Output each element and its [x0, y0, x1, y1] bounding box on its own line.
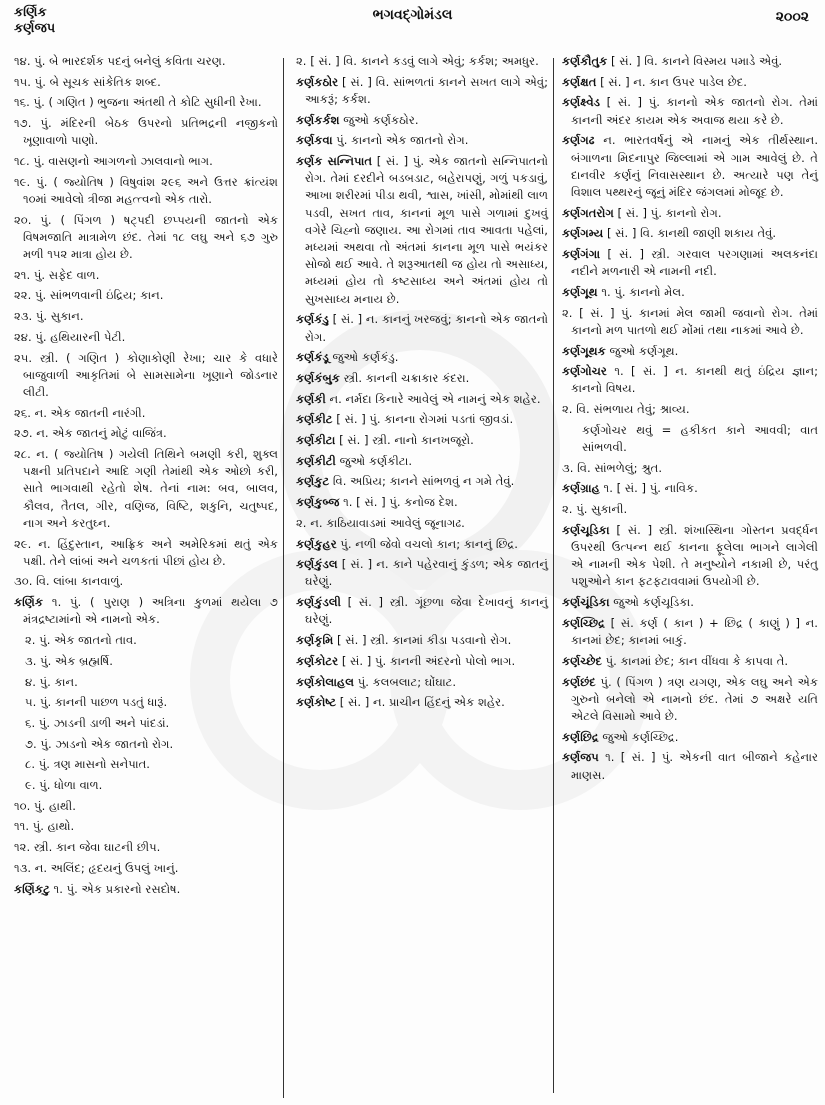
dictionary-entry	[562, 653, 818, 670]
sense-entry	[14, 308, 278, 325]
definition-text: ન. નર્મદા કિનારે આવેલું એ નામનું એક શહેર.	[329, 391, 541, 406]
definition-text: [ સં. કર્ણ ( કાન ) + છિદ્ર ( કાણું ) ] ન. કાનમાં છેદ; કાનમાં બાકું.	[571, 615, 818, 648]
definition-text: પું. ત્રણ માસનો સનેપાત.	[38, 757, 150, 772]
dictionary-entry	[296, 432, 548, 449]
sense-number: ૩.	[25, 653, 37, 668]
headword: કર્ણકઠોર	[296, 74, 339, 89]
definition-text: ૧. પું. ( પુરાણ ) અત્રિના કુળમાં થયેલા ૭ મંત્રદ્રષ્ટામાંનો એ નામનો એક.	[23, 595, 278, 627]
definition-text: [ સં. ] ન. કાને પહેરવાનું કુંડળ; એક જાતનું ઘરેણું.	[305, 557, 549, 589]
sense-entry	[14, 446, 278, 532]
dictionary-entry	[562, 246, 818, 280]
definition-text: જુઓ કર્ણકીટા.	[339, 453, 413, 468]
dictionary-entry	[562, 749, 818, 783]
definition-text: પું. એક જાતનો તાવ.	[39, 633, 137, 648]
definition-text: પું. સાંભળવાની ઇંદ્રિય; કાન.	[34, 288, 164, 303]
sense-entry	[562, 460, 818, 477]
dictionary-entry	[562, 480, 818, 497]
definition-text: [ સં. ] પું. કાનમાં મેલ જામી જવાનો રોગ. તેમાં કાનનો મળ પાતળો થઈ મોંમાં તથા નાકમાં આવે છે.	[571, 305, 818, 337]
dictionary-entry	[296, 311, 548, 345]
dictionary-entry	[296, 132, 548, 149]
definition-text: પું. હાથી.	[34, 798, 76, 813]
definition-text: પું. ( ગણિત ) ભુજના અંતથી તે કોટિ સુધીની રેખા.	[33, 95, 262, 110]
definition-text: પું. હથિયારની પેટી.	[35, 329, 126, 344]
definition-text: ન. કાઠિયાવાડમાં આવેલું જૂનાગઢ.	[310, 515, 465, 530]
definition-text: પું. કાનની પાછળ પડતું ધારૂં.	[40, 695, 168, 710]
headword: કર્ણકીટા	[296, 433, 336, 448]
definition-text: પું. ધોળા વાળ.	[39, 778, 103, 793]
definition-text: [ સં. ] સ્ત્રી. ગરવાલ પરગણામાં અલકનંદા નદીને મળનારી એ નામની નદી.	[571, 247, 819, 279]
definition-text: ૧. [ સં. ] ન. કાનથી થતું ઇંદ્રિય જ્ઞાન; કાનનો વિષય.	[571, 364, 818, 396]
column-3	[562, 53, 818, 787]
headword: કર્ણિક	[14, 595, 44, 610]
sense-number: ૧૯.	[14, 174, 31, 189]
dictionary-entry	[562, 74, 818, 91]
headword: કર્ણગંગા	[562, 247, 601, 262]
dictionary-entry	[296, 453, 548, 470]
dictionary-entry	[296, 494, 548, 511]
dictionary-entry	[562, 343, 818, 360]
dictionary-entry	[562, 522, 818, 591]
dictionary-entry	[296, 632, 548, 649]
definition-text: પું. એક બ્રહ્મર્ષિ.	[40, 653, 113, 668]
definition-text: પું. સુકાન.	[35, 309, 84, 324]
headword: કર્ણગોચર	[562, 364, 607, 379]
sense-number: ૨૪.	[14, 329, 32, 344]
definition-text: [ સં. ] વિ. કાનને વિસ્મય પમાડે એવું.	[611, 54, 783, 68]
sense-entry	[14, 860, 278, 877]
headword: કર્ણચૂંડિકા	[562, 595, 610, 610]
guide-word-first: કર્ણિક	[14, 5, 47, 20]
sense-number: ૨૭.	[14, 426, 33, 441]
sense-entry	[14, 287, 278, 304]
definition-text: પું. કાનનો એક જાતનો રોગ.	[336, 133, 469, 148]
sense-entry	[14, 74, 278, 91]
headword: કર્ણચ્છિદ્ર	[562, 615, 605, 630]
sense-entry	[562, 305, 818, 339]
sense-number: ૨.	[296, 54, 307, 68]
sense-entry	[14, 405, 278, 422]
page-title: ભગવદ્ગોમંડલ	[372, 7, 453, 23]
dictionary-entry	[296, 391, 548, 408]
definition-text: ન. એક જાતની નારંગી.	[34, 405, 146, 420]
definition-text: [ સં. ] પું. કાનનો એક જાતનો રોગ. તેમાં કાનની અંદર કાયમ એક અવાજ થયા કરે છે.	[571, 95, 818, 127]
sense-number: ૧૨.	[14, 840, 31, 855]
definition-text: સ્ત્રી. કાન જેવા ઘાટની છીપ.	[33, 840, 161, 855]
dictionary-entry	[296, 556, 548, 590]
definition-text: જુઓ કર્ણકઠોર.	[343, 112, 419, 127]
definition-text: વિ. અપ્રિય; કાનને સાંભળવું ન ગમે તેવું.	[332, 474, 515, 489]
sense-number: ૫.	[25, 695, 37, 710]
headword: કર્ણક સન્નિપાત	[296, 154, 373, 169]
definition-text: પું. સફેદ વાળ.	[33, 267, 100, 282]
definition-text: પું. કાન.	[39, 674, 78, 689]
column-divider	[283, 58, 284, 1098]
definition-text: પું. સુકાની.	[576, 502, 628, 517]
headword: કર્ણકંબુક	[296, 370, 340, 385]
sense-entry	[296, 515, 548, 532]
definition-text: જુઓ કર્ણગૂથ.	[609, 343, 679, 358]
dictionary-entry	[562, 674, 818, 726]
sense-entry	[14, 267, 278, 284]
definition-text: ૧. પું. એક પ્રકારનો રસદોષ.	[53, 881, 181, 896]
sense-entry	[14, 653, 278, 670]
definition-text: [ સં. ] સ્ત્રી. શંખાસ્થિના ગોસ્તન પ્રવર્દ્ધન ઉપરથી ઉત્પન્ન થઈ કાનના ફૂલેલા ભાગને લાગેલી એ નામની એક પેશી. તે મનુષ્યોને નકામી છે, પરંતુ પશુઓને કાન ફટફટાવવામાં ઉપયોગી છે.	[571, 522, 818, 589]
dictionary-entry	[296, 674, 548, 691]
definition-text: પું. નળી જેવો વચલો કાન; કાનનું છિદ્ર.	[340, 536, 518, 551]
sense-number: ૨૯.	[14, 536, 32, 551]
dictionary-entry	[562, 205, 818, 222]
headword: કર્ણકૃમિ	[296, 633, 334, 648]
definition-text: સ્ત્રી. કાનની ચક્રાકાર કંદરા.	[343, 370, 470, 385]
sense-number: ૨.	[562, 502, 573, 517]
definition-text: પું. બે સૂચક સાંકેતિક શબ્દ.	[34, 74, 161, 89]
headword: કર્ણકંડૂ	[296, 350, 329, 365]
sense-number: ૨૫.	[14, 350, 33, 365]
sense-entry	[14, 839, 278, 856]
headword: કર્ણકુબ્જ	[296, 495, 340, 510]
sense-entry	[14, 756, 278, 773]
sense-entry	[14, 798, 278, 815]
headword: કર્ણકોલાહલ	[296, 674, 354, 689]
sense-number: ૭.	[25, 736, 37, 751]
definition-text: [ સં. ] ન. કાનનું ખરજવું; કાનનો એક જાતનો રોગ.	[305, 312, 548, 344]
sense-number: ૨૮.	[14, 447, 31, 462]
headword: કર્ણગઢ	[562, 133, 595, 148]
headword: કર્ણકોષ્ટ	[296, 695, 337, 710]
sense-number: ૪.	[25, 674, 36, 689]
sense-number: ૧૭.	[14, 116, 32, 131]
dictionary-entry	[562, 53, 818, 70]
definition-text: ૧. [ સં. ] પું. નાવિક.	[603, 481, 698, 496]
headword: કર્ણકોટર	[296, 653, 339, 668]
headword: કર્ણકીટી	[296, 453, 336, 468]
headword: કર્ણછિદ્ર	[562, 729, 599, 744]
sense-entry	[14, 632, 278, 649]
sense-entry	[14, 573, 278, 590]
sense-number: ૨૧.	[14, 267, 31, 282]
sense-entry	[14, 53, 278, 70]
sense-number: ૧૮.	[14, 154, 30, 169]
dictionary-entry	[562, 594, 818, 611]
headword: કર્ણકુહર	[296, 536, 337, 551]
sense-entry	[562, 401, 818, 418]
sense-number: ૧૫.	[14, 74, 31, 89]
dictionary-entry	[562, 363, 818, 397]
headword: કર્ણકુટ	[296, 474, 330, 489]
headword: કર્ણકી	[296, 391, 326, 406]
headword: કર્ણચૂડિકા	[562, 522, 610, 537]
headword: કર્ણકર્કશ	[296, 112, 340, 127]
sense-number: ૨૨.	[14, 288, 32, 303]
sense-entry	[14, 329, 278, 346]
sense-entry	[14, 174, 278, 208]
dictionary-entry	[296, 153, 548, 308]
dictionary-entry	[562, 284, 818, 301]
definition-text: પું. વાસણનો આગળનો ઝાલવાનો ભાગ.	[33, 154, 213, 169]
headword: કર્ણછંદ	[562, 674, 596, 689]
sense-entry	[14, 94, 278, 111]
sense-number: ૧૧.	[14, 819, 30, 834]
sense-entry	[14, 674, 278, 691]
definition-text: પું. ( પિંગળ ) ષટ્પદી છપ્પયની જાતનો એક વિષમજાતિ માત્રામેળ છંદ. તેમાં ૧૮ લઘુ અને ૬૭ ગુરુ મળી ૧૫૨ માત્રા હોય છે.	[23, 212, 278, 262]
definition-text: ૧. પું. કાનનો મેલ.	[601, 284, 685, 299]
sense-entry	[14, 818, 278, 835]
sense-number: ૩.	[562, 460, 574, 475]
dictionary-entry	[562, 132, 818, 201]
dictionary-entry	[296, 370, 548, 387]
dictionary-entry	[296, 349, 548, 366]
dictionary-entry	[14, 594, 278, 628]
dictionary-entry	[296, 473, 548, 490]
definition-text: સ્ત્રી. ( ગણિત ) કોણાકોણી રેખા; ચાર કે વધારે બાજુવાળી આકૃતિમાં બે સામસામેના ખૂણાને જોડનાર લીટી.	[23, 350, 279, 399]
definition-text: [ સં. ] પું. કાનના રોગમાં પડતાં જીવડાં.	[336, 412, 514, 427]
sense-number: ૨.	[562, 402, 573, 417]
definition-text: જુઓ કર્ણકંડુ.	[332, 350, 399, 365]
definition-text: [ સં. ] સ્ત્રી. કાનમાં કીડા પડવાનો રોગ.	[336, 633, 512, 648]
sense-number: ૨૦.	[14, 212, 32, 227]
sense-entry	[296, 53, 548, 70]
definition-text: પું. ( જ્યોતિષ ) વિષુવાંશ ૨૯૬ અને ઉત્તર ક્રાંત્યંશ ૧૦માં આવેલો ત્રીજા મહત્ત્વનો એક તારો.	[23, 174, 278, 206]
definition-text: પું. બે ભારદર્શક પદનું બનેલું કવિતા ચરણ.	[34, 54, 226, 68]
dictionary-entry	[296, 74, 548, 108]
dictionary-entry	[296, 411, 548, 428]
column-1	[14, 53, 278, 901]
guide-word-last: કર્ણજપ	[14, 21, 56, 36]
sense-number: ૯.	[25, 778, 36, 793]
definition-text: ૧. [ સં. ] પું. કનોજ દેશ.	[343, 495, 458, 510]
dictionary-entry	[296, 594, 548, 628]
headword: કર્ણગતરોગ	[562, 205, 614, 220]
headword: કર્ણિકટુ	[14, 881, 50, 896]
sense-entry	[562, 501, 818, 518]
headword: કર્ણકુંડલી	[296, 595, 341, 610]
definition-text: ન. એક જાતનું મોટું વાજિંત્ર.	[36, 426, 167, 441]
definition-text: [ સં. ] પું. કાનનો રોગ.	[617, 205, 722, 220]
headword: કર્ણક્ષત	[562, 74, 597, 89]
headword: કર્ણગમ્ય	[562, 226, 604, 241]
dictionary-entry	[562, 94, 818, 128]
headword: કર્ણચ્છેદ	[562, 653, 602, 668]
sense-number: ૨.	[25, 633, 36, 648]
definition-text: વિ. લાંબા કાનવાળું.	[36, 574, 124, 589]
definition-text: પું. હાથો.	[32, 819, 75, 834]
definition-text: પું. કલબલાટ; ઘોંઘાટ.	[357, 674, 457, 689]
headword: કર્ણગૂથક	[562, 343, 606, 358]
definition-text: વિ. સાંભળેલું; શ્રુત.	[577, 460, 663, 475]
definition-text: ન. હિંદુસ્તાન, આફ્રિક અને અમેરિકમાં થતું એક પક્ષી. તેને લાંબાં અને ચળકતાં પીછાં હોય છે.	[23, 536, 278, 568]
headword: કર્ણકુંડલ	[296, 557, 338, 572]
dictionary-entry	[296, 694, 548, 711]
headword: કર્ણક્ષ્વેડ	[562, 95, 601, 110]
definition-text: ૧. [ સં. ] પું. એકની વાત બીજાને કહેનાર માણસ.	[571, 750, 819, 782]
sense-entry	[14, 153, 278, 170]
dictionary-entry	[296, 653, 548, 670]
definition-text: પું. કાનમાં છેદ; કાન વીંધવા કે કાપવા તે.	[605, 653, 789, 668]
definition-text: [ સં. ] વિ. કાનથી જાણી શકાય તેવું.	[606, 226, 777, 241]
dictionary-entry	[296, 112, 548, 129]
definition-text: [ સં. ] સ્ત્રી. ગૂંછળા જેવા દેખાવનું કાનનું ઘરેણું.	[305, 595, 549, 627]
sense-entry	[14, 715, 278, 732]
headword: કર્ણકવા	[296, 133, 333, 148]
sense-number: ૧૦.	[14, 798, 31, 813]
sense-number: ૨.	[562, 305, 573, 320]
sense-number: ૨૩.	[14, 309, 33, 324]
sense-entry	[14, 736, 278, 753]
sense-entry	[14, 425, 278, 442]
dictionary-entry	[562, 615, 818, 649]
definition-text: પું. ઝાડની ડાળી અને પાંદડાં.	[38, 715, 170, 730]
definition-text: વિ. સંભળાય તેવું; શ્રાવ્ય.	[576, 402, 690, 417]
page-number: ૨૦૦૨	[775, 9, 809, 25]
column-divider	[553, 58, 554, 1093]
sense-entry	[14, 212, 278, 264]
definition-text: [ સં. ] સ્ત્રી. નાનો કાનખજૂરો.	[339, 433, 474, 448]
definition-text: [ સં. ] પું. એક જાતનો સન્નિપાતનો રોગ. તેમાં દરદીને બડબડાટ, બહેરાપણું, ગળું પકડાવું, આખા શરીરમાં પીડા થવી, શ્વાસ, ખાંસી, મોમાંથી લાળ પડવી, સખત તાવ, કાનનાં મૂળ પાસે ગળામાં દુખવું વગેરે ચિહ્નો જણાય. આ રોગમાં તાવ આવતા પહેલાં, મધ્યમાં અથવા તો અંતમાં કાનના મૂળ પાસે ભયંકર સોજો થઈ આવે. તે શરૂઆતથી જ હોય તો અસાધ્ય, મધ્યમાં હોય તો કષ્ટસાધ્ય અને અંતમાં હોય તો સુખસાધ્ય મનાય છે.	[305, 154, 549, 306]
dictionary-entry	[562, 729, 818, 746]
sense-number: ૩૦.	[14, 574, 33, 589]
definition-text: [ સં. ] વિ. કાનને કડવું લાગે એવું; કર્કશ; અમધુર.	[310, 54, 539, 68]
definition-text: ન. ( જ્યોતિષ ) ગયેલી તિથિને બમણી કરી, શુક્લ પક્ષની પ્રતિપદાને આદિ ગણી તેમાંથી એક ઓછો કરી, સાતે ભાગવાથી રહેતો શેષ. તેનાં નામ: બવ, બાલવ, કૌલવ, તૈતલ, ગીર, વણિજ, વિષ્ટિ, શકુનિ, ચતુષ્પદ, નાગ અને કરતુઘ્ન.	[23, 447, 278, 530]
definition-text: [ સં. ] ન. કાન ઉપર પાડેલ છેદ.	[600, 74, 747, 89]
sense-entry	[14, 694, 278, 711]
sense-entry	[14, 536, 278, 570]
dictionary-entry	[562, 225, 818, 242]
sense-number: ૨૬.	[14, 405, 31, 420]
definition-text: [ સં. ] ન. પ્રાચીન હિંદનું એક શહેર.	[339, 695, 505, 710]
definition-text: ન. ભારતવર્ષનું એ નામનું એક તીર્થસ્થાન. બંગાળના મિદનાપુર જિલ્લામાં એ ગામ આવેલું છે. તે દાનવીર કર્ણનું નિવાસસ્થાન છે. અત્યારે પણ તેનું વિશાલ પથ્થરનું જૂનું મંદિર જંગલમાં મોજૂદ છે.	[571, 133, 818, 199]
idiom-entry	[562, 422, 818, 456]
definition-text: ન. અલિંદ; હૃદયનું ઉપલું ખાનું.	[34, 860, 179, 875]
sense-number: ૧૬.	[14, 95, 30, 110]
headword: કર્ણગૂથ	[562, 284, 598, 299]
sense-number: ૧૪.	[14, 54, 31, 68]
sense-entry	[14, 350, 278, 402]
headword: કર્ણગ્રાહ	[562, 481, 600, 496]
headword: કર્ણકૌતુક	[562, 54, 608, 68]
definition-text: જુઓ કર્ણચ્છિદ્ર.	[602, 729, 679, 744]
dictionary-entry	[296, 536, 548, 553]
definition-text: જુઓ કર્ણચૂડિકા.	[613, 595, 694, 610]
headword: કર્ણકંડુ	[296, 312, 329, 327]
column-2	[296, 53, 548, 715]
definition-text: કર્ણગોચર થવું = હકીકત કાને આવવી; વાત સાંભળવી.	[582, 422, 818, 455]
definition-text: [ સં. ] પું. કાનની અંદરનો પોલો ભાગ.	[341, 653, 516, 668]
sense-number: ૨.	[296, 515, 307, 530]
sense-number: ૮.	[25, 757, 36, 772]
definition-text: પું. મંદિરની બેઠક ઉપરનો પ્રતિભદ્રની નજીકનો ખૂણાવાળો પાણો.	[23, 116, 279, 148]
definition-text: પું. ઝાડનો એક જાતનો રોગ.	[40, 736, 174, 751]
dictionary-entry	[14, 881, 278, 898]
definition-text: પું. ( પિંગળ ) ત્રણ યગણ, એક લઘુ અને એક ગુરુનો બનેલો એ નામનો છંદ. તેમાં ૭ અક્ષરે યતિ એટલે વિસામો આવે છે.	[571, 674, 818, 723]
definition-text: [ સં. ] વિ. સાંભળતાં કાનને સખત લાગે એવું; આકરૂં; કર્કશ.	[305, 74, 548, 106]
sense-number: ૬.	[25, 715, 36, 730]
sense-entry	[14, 115, 278, 149]
sense-entry	[14, 777, 278, 794]
headword: કર્ણજપ	[562, 750, 599, 765]
sense-number: ૧૩.	[14, 860, 32, 875]
headword: કર્ણકીટ	[296, 412, 333, 427]
